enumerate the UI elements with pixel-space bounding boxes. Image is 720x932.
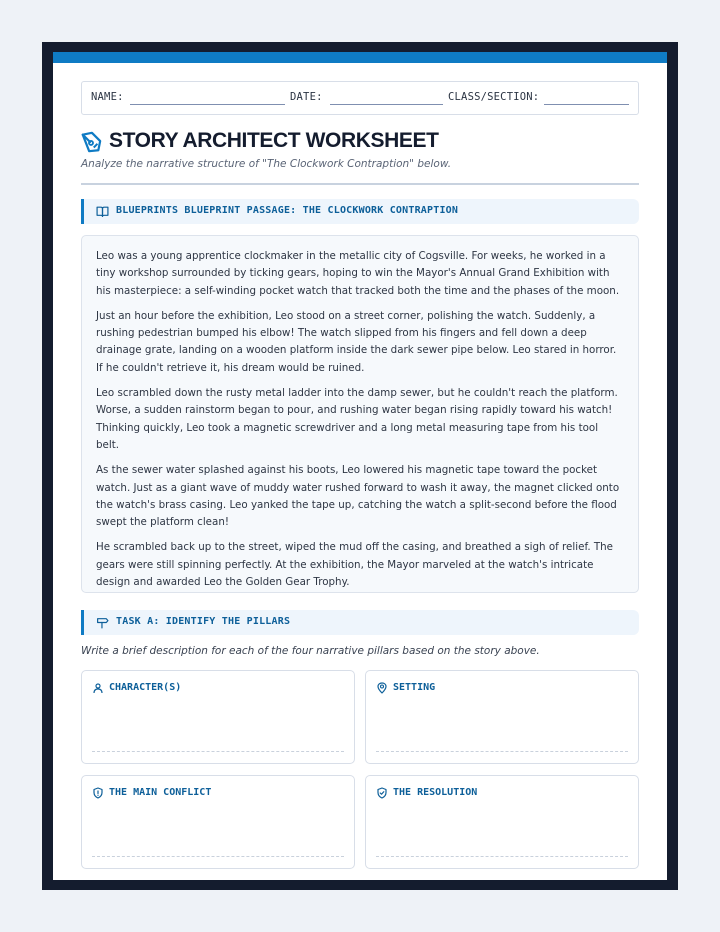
passage-paragraph: As the sewer water splashed against his boots, Leo lowered his magnetic tape toward the pocket watch. Just as a giant wave of muddy water rushed forward to wash it away, the magnet clicked onto the watch's brass casing. Leo yanked the tape up, catching the watch a split-second before the flood swept the platform clean! — [96, 464, 620, 529]
answer-line — [376, 856, 628, 857]
shield-check-icon — [376, 787, 388, 799]
pillar-box-setting[interactable] — [365, 670, 639, 764]
page-subtitle: Analyze the narrative structure of "The Clockwork Contraption" below. — [81, 158, 452, 170]
map-pin-icon — [376, 682, 388, 694]
name-label: NAME: — [91, 91, 124, 103]
class-section-label: CLASS/SECTION: — [448, 91, 540, 103]
pillar-box-resolution[interactable] — [365, 775, 639, 869]
task-section-heading: TASK A: IDENTIFY THE PILLARS — [116, 616, 291, 627]
passage-section-heading: BLUEPRINTS BLUEPRINT PASSAGE: THE CLOCKWORK CONTRAPTION — [116, 205, 459, 216]
passage-paragraph: Just an hour before the exhibition, Leo stood on a street corner, polishing the watch. Suddenly, a rushing pedestrian bumped his elbow! The watch slipped from his fingers and fell down a deep drainage grate, landing on a wooden platform inside the dark sewer pipe below. Leo stared in horror. If he couldn't retrieve it, his dream would be ruined. — [96, 309, 617, 374]
passage-paragraph: Leo scrambled down the rusty metal ladder into the damp sewer, but he couldn't reach the platform. Worse, a sudden rainstorm began to pour, and rushing water began rising rapidly toward his watch! Thinking quickly, Leo took a magnetic screwdriver and a long metal measuring tape from his tool belt. — [96, 387, 618, 451]
signpost-icon — [96, 616, 109, 629]
answer-line — [376, 751, 628, 752]
pillar-box-conflict[interactable] — [81, 775, 355, 869]
date-field[interactable] — [330, 104, 443, 105]
accent-bar — [53, 52, 667, 63]
student-info-box — [81, 81, 639, 115]
pillar-box-characters[interactable] — [81, 670, 355, 764]
pillar-label: THE MAIN CONFLICT — [109, 787, 212, 798]
pillar-label: SETTING — [393, 682, 436, 693]
worksheet-page — [53, 52, 667, 880]
class-section-field[interactable] — [544, 104, 629, 105]
shield-alert-icon — [92, 787, 104, 799]
pillar-label: CHARACTER(S) — [109, 682, 182, 693]
passage-paragraph: Leo was a young apprentice clockmaker in the metallic city of Cogsville. For weeks, he worked in a tiny workshop surrounded by ticking gears, hoping to win the Mayor's Annual Grand Exhibition with his masterpiece: a self-winding pocket watch that tracked both the time and the phases of the moon. — [96, 250, 620, 297]
answer-line — [92, 856, 344, 857]
answer-line — [92, 751, 344, 752]
user-icon — [92, 682, 104, 694]
task-section-header — [81, 610, 639, 635]
story-passage — [81, 235, 639, 593]
name-field[interactable] — [130, 104, 285, 105]
pillar-label: THE RESOLUTION — [393, 787, 478, 798]
book-open-icon — [96, 205, 109, 218]
pen-tool-icon — [80, 131, 102, 153]
divider — [81, 183, 639, 185]
date-label: DATE: — [290, 91, 323, 103]
page-title: STORY ARCHITECT WORKSHEET — [109, 129, 439, 152]
passage-section-header — [81, 199, 639, 224]
passage-paragraph: He scrambled back up to the street, wiped the mud off the casing, and breathed a sigh of relief. The gears were still spinning perfectly. At the exhibition, the Mayor marveled at the watch's intricate design and awarded Leo the Golden Gear Trophy. — [96, 541, 614, 589]
task-instructions: Write a brief description for each of the four narrative pillars based on the story above. — [81, 645, 540, 657]
